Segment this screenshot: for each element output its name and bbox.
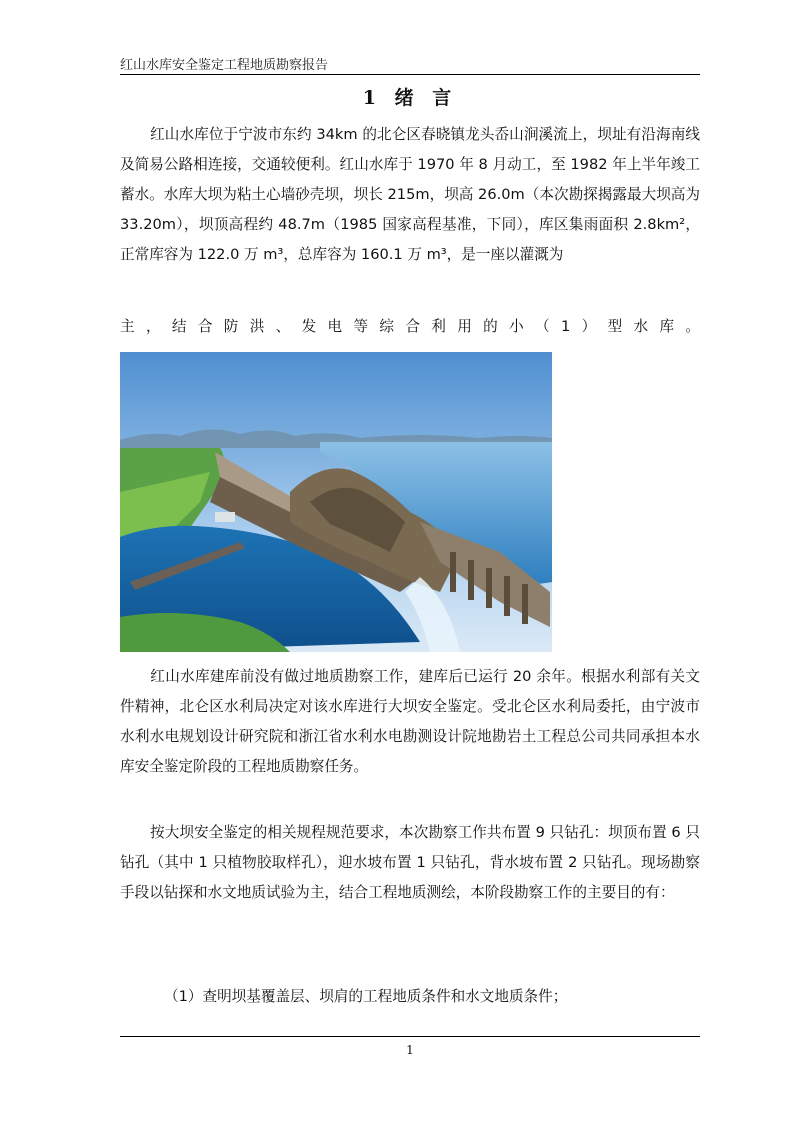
paragraph-intro xyxy=(120,120,700,270)
list-item-1-text: （1）查明坝基覆盖层、坝肩的工程地质条件和水文地质条件； xyxy=(164,988,568,1005)
paragraph-background xyxy=(120,662,700,782)
footer-divider xyxy=(120,1036,700,1037)
section-title: 1 绪 言 xyxy=(362,87,458,109)
page-number: 1 xyxy=(406,1043,414,1057)
paragraph-background-text: 红山水库建库前没有做过地质勘察工作，建库后已运行 20 余年。根据水利部有关文件精神，北仑区水利局决定对该水库进行大坝安全鉴定。受北仑区水利局委托，由宁波市水利水电规划设计研究院和浙江省水利水电勘测设计院地勘岩土工程总公司共同承担本水库安全鉴定阶段的工程地质勘察任务。 xyxy=(120,668,700,775)
paragraph-intro-text: 红山水库位于宁波市东约 34km 的北仑区春晓镇龙头岙山涧溪流上，坝址有沿海南线及简易公路相连接，交通较便利。红山水库于 1970 年 8 月动工，至 1982 年上半年竣工蓄水。水库大坝为粘土心墙砂壳坝，坝长 215m，坝高 26.0m（本次勘探揭露最大坝高为 33.20m），坝顶高程约 48.7m（1985 国家高程基准，下同），库区集雨面积 2.8km²，正常库容为 122.0 万 m³，总库容为 160.1 万 m³，是一座以灌溉为 xyxy=(120,126,700,263)
list-item-1 xyxy=(120,982,700,1012)
paragraph-intro-last-line: 主，结合防洪、发电等综合利用的小（1）型水库。 xyxy=(120,318,700,335)
reservoir-dam-photo xyxy=(120,352,552,652)
paragraph-scope-text: 按大坝安全鉴定的相关规程规范要求，本次勘察工作共布置 9 只钻孔：坝顶布置 6 只钻孔（其中 1 只植物胶取样孔），迎水坡布置 1 只钻孔，背水坡布置 2 只钻孔。现场勘察手段以钻探和水文地质试验为主，结合工程地质测绘，本阶段勘察工作的主要目的有： xyxy=(120,824,700,901)
header-divider xyxy=(120,74,700,75)
running-header: 红山水库安全鉴定工程地质勘察报告 xyxy=(120,58,329,73)
paragraph-scope xyxy=(120,818,700,908)
